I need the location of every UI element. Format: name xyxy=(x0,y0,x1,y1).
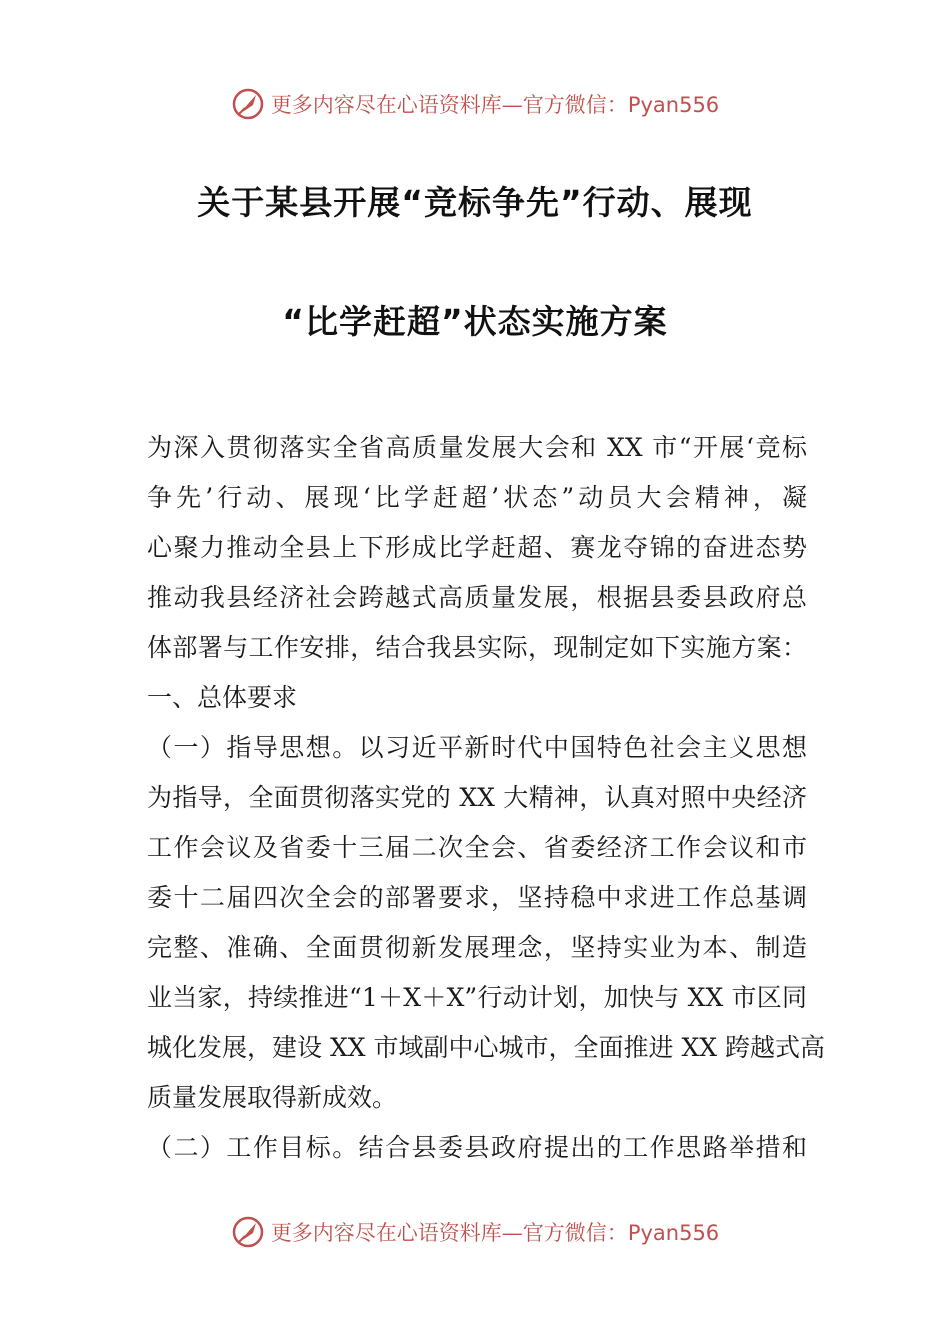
body-line: （一）指导思想。以习近平新时代中国特色社会主义思想 xyxy=(147,733,807,762)
watermark-text: 更多内容尽在心语资料库—官方微信：Pyan556 xyxy=(270,1221,720,1245)
body-line: 工作会议及省委十三届二次全会、省委经济工作会议和市 xyxy=(147,833,807,862)
body-line: 为指导，全面贯彻落实党的 XX 大精神，认真对照中央经济 xyxy=(147,783,807,812)
body-line: 委十二届四次全会的部署要求，坚持稳中求进工作总基调 xyxy=(147,883,807,912)
section-heading: 一、总体要求 xyxy=(147,683,298,712)
body-line: 质量发展取得新成效。 xyxy=(147,1083,398,1112)
quill-logo-icon xyxy=(231,1215,265,1249)
body-text xyxy=(147,423,825,1173)
body-line: 体部署与工作安排，结合我县实际，现制定如下实施方案： xyxy=(147,633,807,662)
body-line: 城化发展，建设 XX 市域副中心城市，全面推进 XX 跨越式高 xyxy=(147,1033,825,1062)
watermark-text: 更多内容尽在心语资料库—官方微信：Pyan556 xyxy=(270,93,720,117)
body-line: 争先’行动、展现‘比学赶超’状态”动员大会精神，凝 xyxy=(147,483,807,512)
body-line: 推动我县经济社会跨越式高质量发展，根据县委县政府总 xyxy=(147,583,807,612)
body-line: 完整、准确、全面贯彻新发展理念，坚持实业为本、制造 xyxy=(147,933,807,962)
page-title-line-2: “比学赶超”状态实施方案 xyxy=(282,302,668,341)
page-title-line-1: 关于某县开展“竞标争先”行动、展现 xyxy=(197,183,753,222)
watermark-banner-top xyxy=(0,84,950,124)
body-line: （二）工作目标。结合县委县政府提出的工作思路举措和 xyxy=(147,1133,807,1162)
body-line: 心聚力推动全县上下形成比学赶超、赛龙夺锦的奋进态势 xyxy=(147,533,807,562)
watermark-banner-bottom xyxy=(0,1212,950,1252)
body-line: 业当家，持续推进“1＋X＋X”行动计划，加快与 XX 市区同 xyxy=(147,983,807,1012)
body-line: 为深入贯彻落实全省高质量发展大会和 XX 市“开展‘竞标 xyxy=(147,433,807,462)
quill-logo-icon xyxy=(231,87,265,121)
